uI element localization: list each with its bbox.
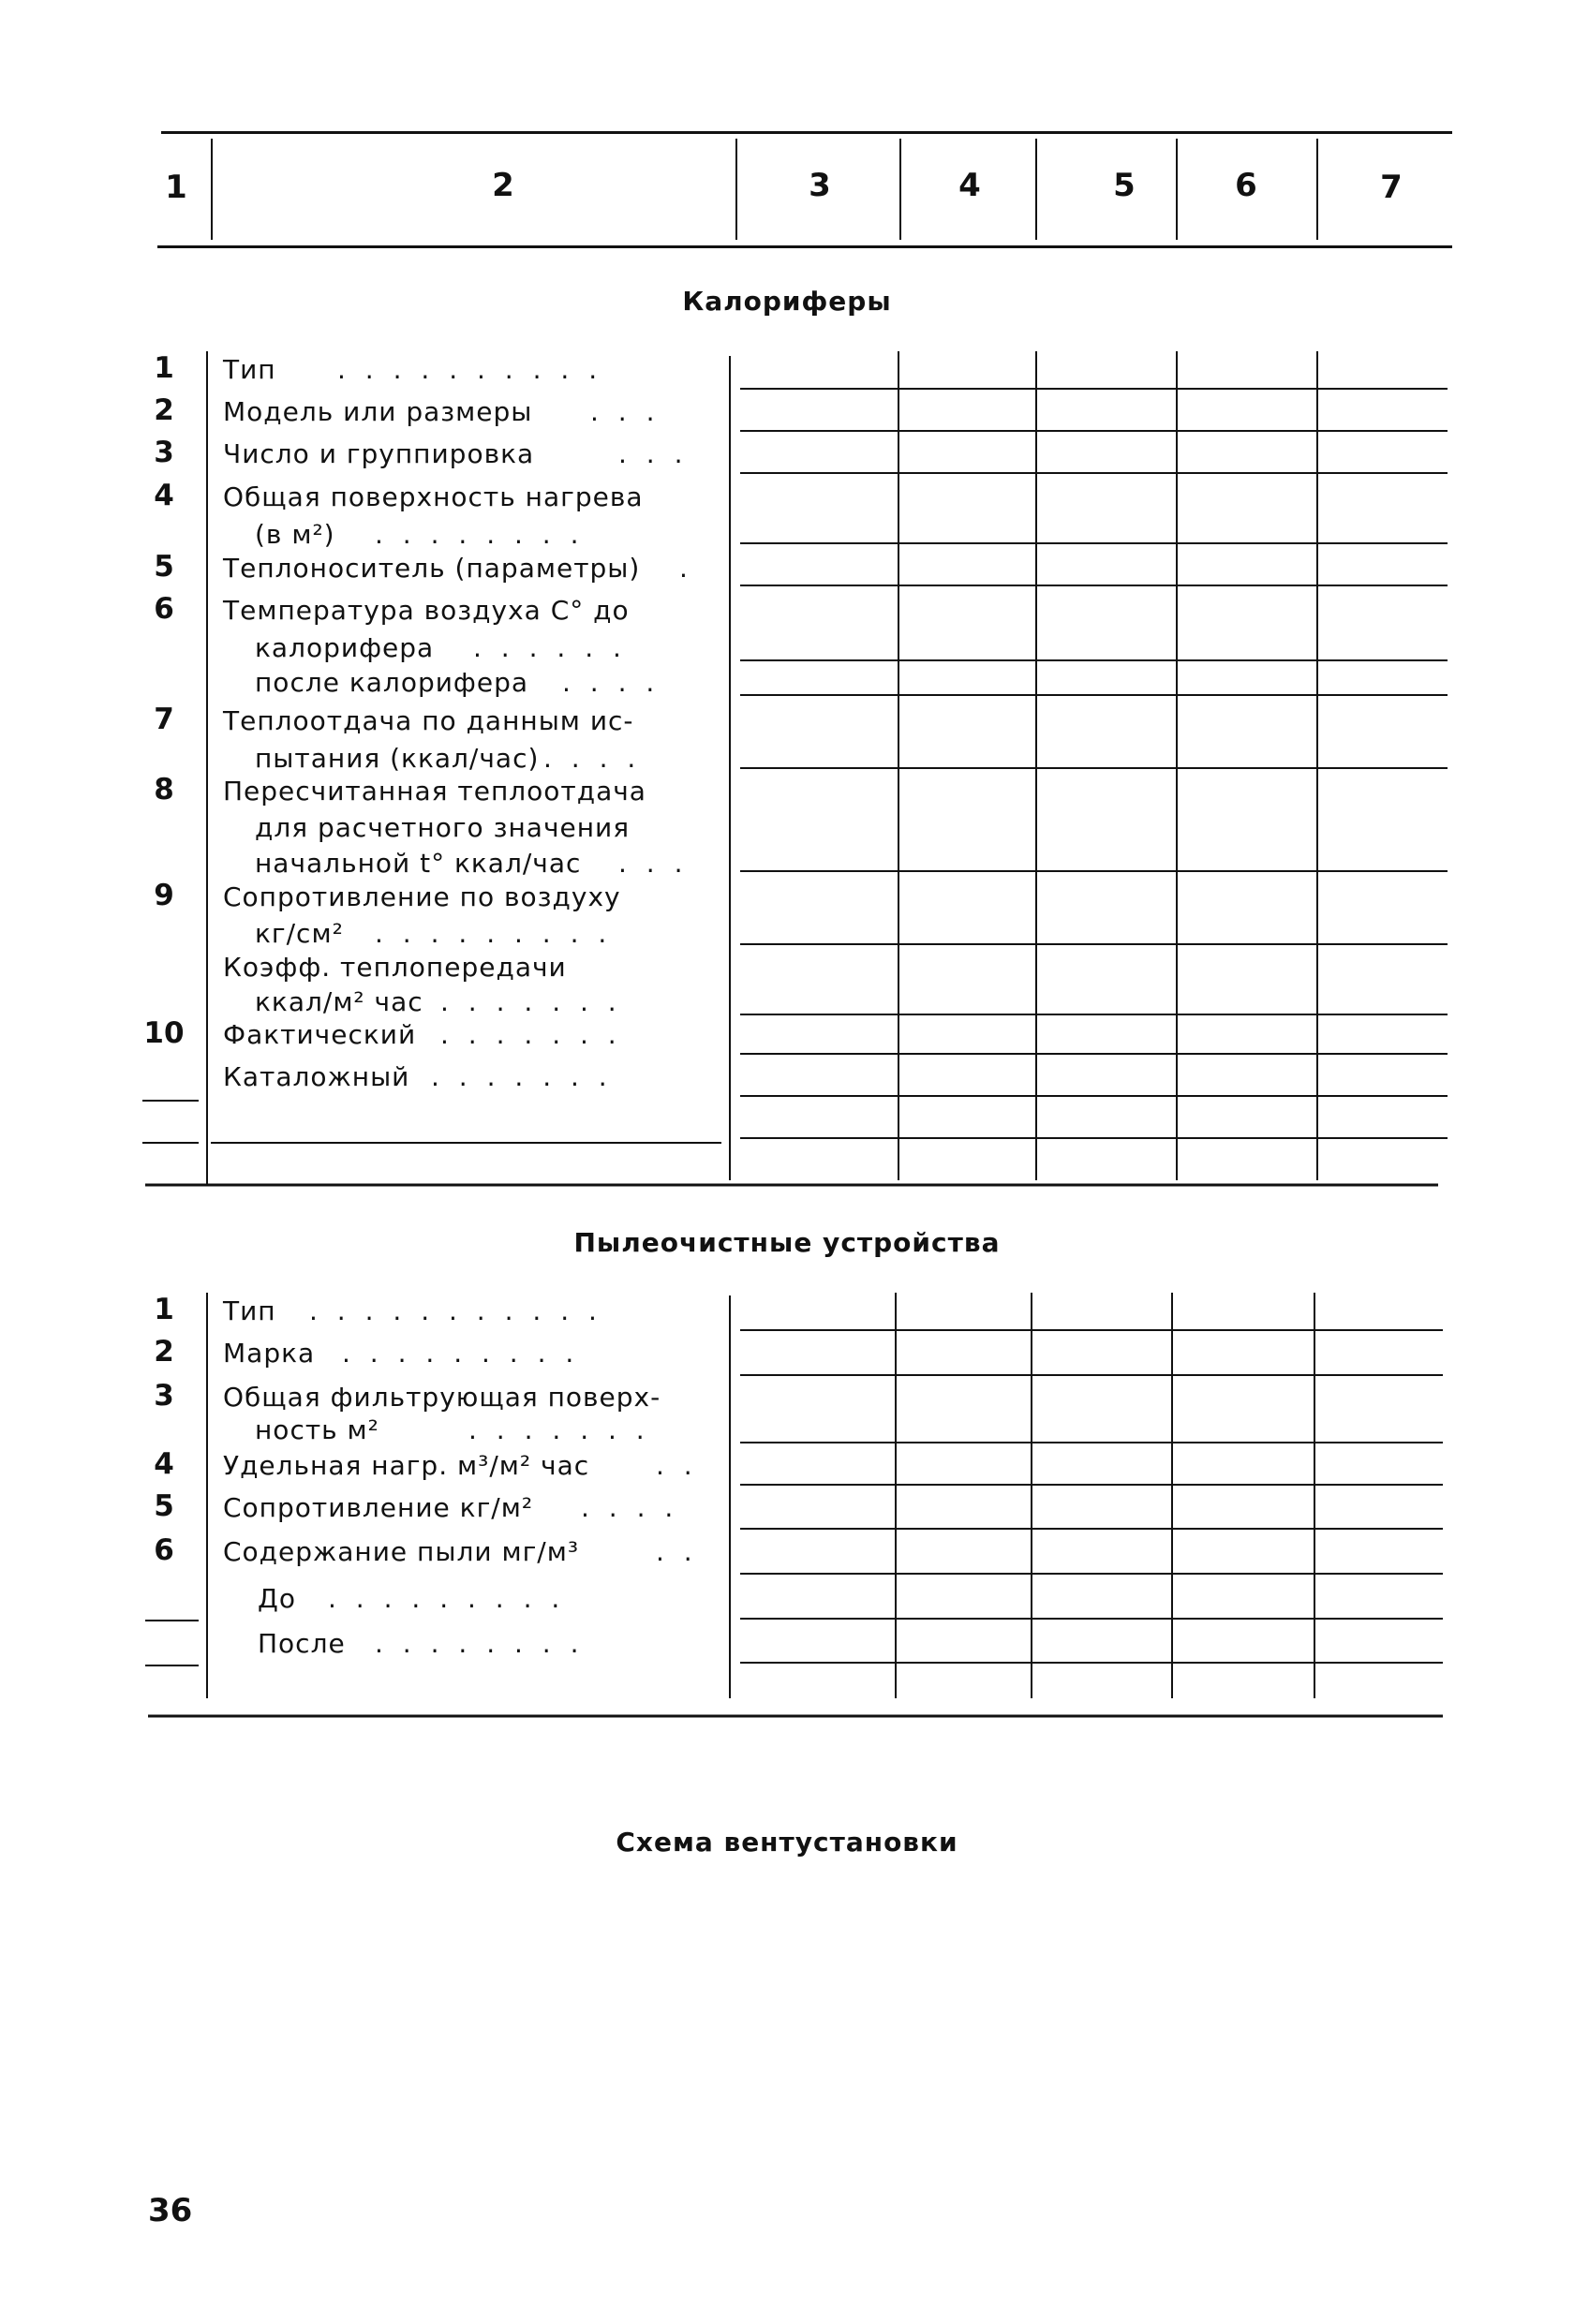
row-label: Сопротивление кг/м² xyxy=(223,1492,534,1523)
row-number: 3 xyxy=(154,1379,174,1413)
row-label: Коэфф. теплопередачи xyxy=(223,952,567,983)
row-label: После xyxy=(258,1628,346,1659)
section-title-dust-collectors: Пылеочистные устройства xyxy=(573,1227,1001,1258)
row-label: (в м²) xyxy=(255,519,335,550)
row-label: Теплоноситель (параметры) xyxy=(223,553,641,584)
section-title-heaters: Калориферы xyxy=(682,286,892,317)
row-label: Сопротивление по воздуху xyxy=(223,881,621,912)
row-label: Тип xyxy=(223,1295,276,1326)
row-label: Удельная нагр. м³/м² час xyxy=(223,1450,590,1481)
row-number: 9 xyxy=(154,879,174,912)
header-col-5: 5 xyxy=(1113,167,1136,204)
row-label: Температура воздуха С° до xyxy=(223,595,630,626)
row-number: 4 xyxy=(154,479,174,512)
row-label: Марка xyxy=(223,1338,316,1369)
row-label: ккал/м² час xyxy=(255,986,423,1017)
header-col-4: 4 xyxy=(958,167,981,204)
row-label: До xyxy=(258,1583,297,1614)
row-number: 1 xyxy=(154,1293,174,1326)
row-number: 6 xyxy=(154,592,174,626)
row-number: 8 xyxy=(154,773,174,807)
row-label: Тип xyxy=(223,354,276,385)
row-label: Общая фильтрующая поверх- xyxy=(223,1382,661,1413)
row-label: Теплоотдача по данным ис- xyxy=(223,705,634,736)
row-number: 2 xyxy=(154,1335,174,1369)
row-label: пытания (ккал/час) xyxy=(255,743,540,774)
row-label: ность м² xyxy=(255,1414,379,1445)
row-label: для расчетного значения xyxy=(255,812,631,843)
row-number: 3 xyxy=(154,436,174,469)
row-label: Общая поверхность нагрева xyxy=(223,481,644,512)
header-col-2: 2 xyxy=(492,167,514,204)
row-label: Каталожный xyxy=(223,1061,410,1092)
header-col-1: 1 xyxy=(165,169,187,206)
row-label: Модель или размеры xyxy=(223,396,533,427)
row-label: Фактический xyxy=(223,1019,417,1050)
row-label: калорифера xyxy=(255,632,435,663)
row-label: начальной t° ккал/час xyxy=(255,848,582,879)
header-col-3: 3 xyxy=(809,167,831,204)
page-number: 36 xyxy=(148,2192,193,2229)
row-number: 7 xyxy=(154,703,174,736)
row-number: 5 xyxy=(154,550,174,584)
row-number: 4 xyxy=(154,1447,174,1481)
row-number: 1 xyxy=(154,351,174,385)
row-label: кг/см² xyxy=(255,918,344,949)
header-col-6: 6 xyxy=(1235,167,1257,204)
row-number: 2 xyxy=(154,393,174,427)
row-label: после калорифера xyxy=(255,667,529,698)
row-label: Пересчитанная теплоотдача xyxy=(223,776,646,807)
row-number: 6 xyxy=(154,1533,174,1567)
row-number: 10 xyxy=(143,1016,185,1050)
row-number: 5 xyxy=(154,1489,174,1523)
row-label: Число и группировка xyxy=(223,438,535,469)
section-title-ventilation-scheme: Схема вентустановки xyxy=(616,1827,958,1858)
header-col-7: 7 xyxy=(1380,169,1403,206)
row-label: Содержание пыли мг/м³ xyxy=(223,1536,580,1567)
